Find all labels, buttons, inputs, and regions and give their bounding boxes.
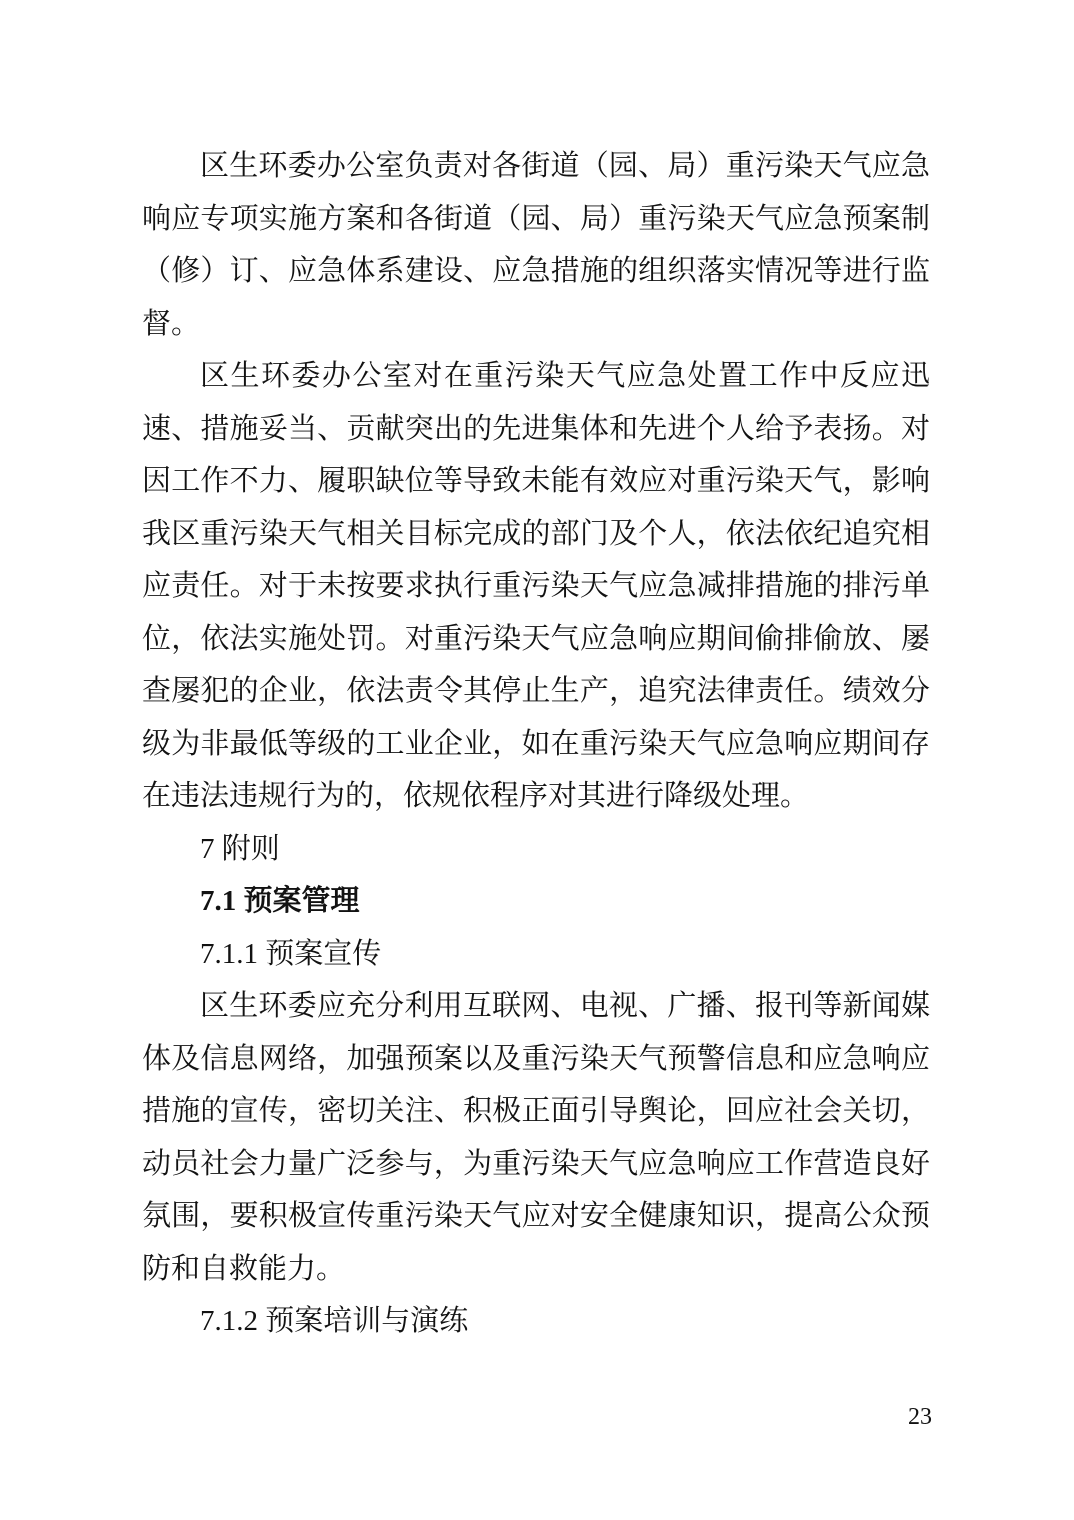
- paragraph-supervision-duty: 区生环委办公室负责对各街道（园、局）重污染天气应急响应专项实施方案和各街道（园、局）重污染天气应急预案制（修）订、应急体系建设、应急措施的组织落实情况等进行监督。: [142, 150, 930, 340]
- document-body: [142, 140, 930, 1348]
- heading-chapter-7-supplementary-provisions: 7 附则: [200, 832, 280, 865]
- heading-7-1-plan-management: 7.1 预案管理: [200, 885, 360, 917]
- paragraph-publicity-measures: 区生环委应充分利用互联网、电视、广播、报刊等新闻媒体及信息网络，加强预案以及重污染天气预警信息和应急响应措施的宣传，密切关注、积极正面引导舆论，回应社会关切，动员社会力量广泛参与，为重污染天气应急响应工作营造良好氛围，要积极宣传重污染天气应对安全健康知识，提高公众预防和自救能力。: [142, 990, 930, 1285]
- heading-7-1-2-plan-training-and-drill: 7.1.2 预案培训与演练: [200, 1305, 469, 1337]
- heading-7-1-1-plan-publicity: 7.1.1 预案宣传: [200, 937, 382, 970]
- paragraph-rewards-and-penalties: 区生环委办公室对在重污染天气应急处置工作中反应迅速、措施妥当、贡献突出的先进集体和先进个人给予表扬。对因工作不力、履职缺位等导致未能有效应对重污染天气，影响我区重污染天气相关目标完成的部门及个人，依法依纪追究相应责任。对于未按要求执行重污染天气应急减排措施的排污单位，依法实施处罚。对重污染天气应急响应期间偷排偷放、屡查屡犯的企业，依法责令其停止生产，追究法律责任。绩效分级为非最低等级的工业企业，如在重污染天气应急响应期间存在违法违规行为的，依规依程序对其进行降级处理。: [142, 360, 930, 812]
- page-number: 23: [908, 1404, 932, 1430]
